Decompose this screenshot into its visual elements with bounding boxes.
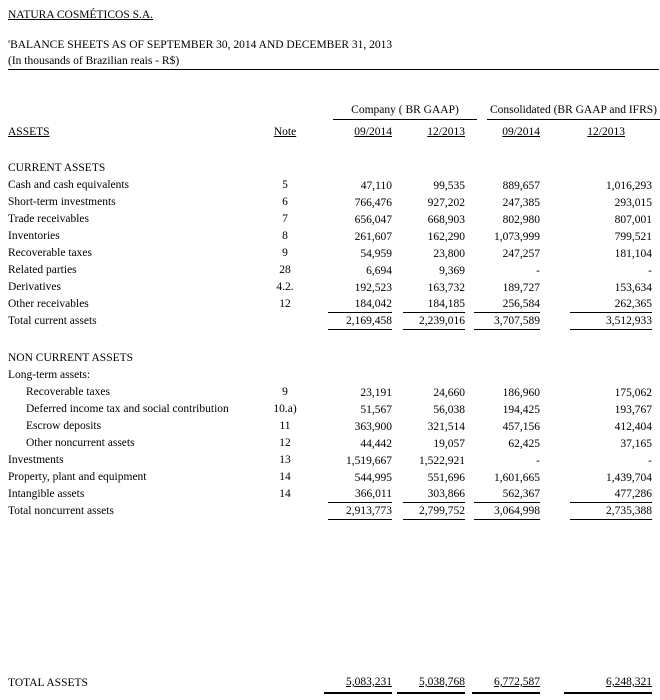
cell-value: 293,015 (614, 197, 652, 209)
value-cell (540, 194, 652, 211)
cell-value: 99,535 (433, 180, 465, 192)
value-cell (540, 245, 652, 262)
value-cell (392, 177, 465, 194)
cell-value: 184,042 (328, 297, 392, 313)
value-cell (315, 279, 392, 296)
balance-sheet-table (8, 160, 660, 520)
total-row (8, 503, 652, 520)
cell-value: 2,239,016 (403, 314, 465, 330)
row-note: 8 (282, 230, 288, 242)
total-assets-row (8, 675, 652, 699)
row-note: 13 (279, 454, 291, 466)
value-cell (315, 177, 392, 194)
value-cell (540, 401, 652, 418)
cell-value: 1,522,921 (419, 455, 465, 467)
value-cell (315, 313, 392, 330)
row-label: Escrow deposits (26, 420, 102, 432)
value-cell (392, 486, 465, 503)
value-cell (315, 418, 392, 435)
value-cell (465, 279, 540, 296)
row-note: 4.2. (276, 281, 294, 293)
value-cell (315, 384, 392, 401)
cell-value: 366,011 (328, 487, 392, 503)
cell-value: 153,634 (614, 282, 652, 294)
value-cell (315, 401, 392, 418)
row-note: 11 (279, 420, 291, 432)
value-cell (392, 675, 465, 699)
value-cell (315, 245, 392, 262)
row-note (255, 675, 315, 699)
table-row (8, 177, 652, 194)
table-row (8, 211, 652, 228)
cell-value: 1,439,704 (606, 472, 652, 484)
cell-value: 47,110 (360, 180, 392, 192)
value-cell (392, 262, 465, 279)
row-note: 28 (279, 264, 291, 276)
value-cell (465, 313, 540, 330)
section-heading-row (8, 160, 652, 177)
table-row (8, 228, 652, 245)
value-cell (392, 245, 465, 262)
value-cell (540, 177, 652, 194)
cell-value: 927,202 (427, 197, 465, 209)
value-cell (465, 384, 540, 401)
section-heading: CURRENT ASSETS (8, 162, 106, 174)
row-label: Deferred income tax and social contribution (26, 403, 229, 415)
value-cell (465, 401, 540, 418)
row-label: Related parties (8, 264, 77, 276)
row-label: Short-term investments (8, 196, 116, 208)
cell-value: 2,799,752 (403, 504, 465, 520)
row-note: 7 (282, 213, 288, 225)
cell-value: 457,156 (502, 421, 540, 433)
cell-value: 262,365 (570, 297, 652, 313)
period-header-cell (465, 124, 540, 142)
cell-value: 189,727 (502, 282, 540, 294)
cell-value: 766,476 (354, 197, 392, 209)
row-note (255, 313, 315, 330)
row-note (255, 503, 315, 520)
value-cell (540, 486, 652, 503)
table-row (8, 194, 652, 211)
cell-value: 2,735,388 (570, 504, 652, 520)
double-rule (397, 675, 465, 694)
value-cell (392, 367, 465, 384)
value-cell (315, 435, 392, 452)
document-title: 'BALANCE SHEETS AS OF SEPTEMBER 30, 2014 AND DECEMBER 31, 2013 (8, 39, 393, 51)
cell-value: 1,519,667 (346, 455, 392, 467)
value-cell (465, 675, 540, 699)
cell-value: 51,567 (360, 404, 392, 416)
value-cell (465, 418, 540, 435)
value-cell (540, 262, 652, 279)
cell-value: 1,016,293 (606, 180, 652, 192)
row-label: Other receivables (8, 298, 89, 310)
cell-value: 668,903 (427, 214, 465, 226)
value-cell (465, 194, 540, 211)
cell-value: 19,057 (433, 438, 465, 450)
cell-value: 799,521 (614, 231, 652, 243)
row-label: Recoverable taxes (8, 247, 92, 259)
cell-value: 477,286 (570, 487, 652, 503)
header-rule (8, 55, 659, 70)
cell-value: 24,660 (433, 387, 465, 399)
cell-value: 802,980 (502, 214, 540, 226)
value-cell (392, 279, 465, 296)
row-label: Total current assets (8, 315, 97, 327)
subheading-row (8, 367, 652, 384)
row-label: Long-term assets: (8, 369, 91, 381)
cell-value: 184,185 (403, 297, 465, 313)
value-cell (540, 296, 652, 313)
row-label: Inventories (8, 230, 60, 242)
cell-value: 44,442 (360, 438, 392, 450)
value-cell (465, 245, 540, 262)
value-cell (540, 367, 652, 384)
value-cell (392, 435, 465, 452)
cell-value: 261,607 (354, 231, 392, 243)
double-rule (472, 675, 540, 694)
cell-value: 1,601,665 (494, 472, 540, 484)
company-name-row (8, 8, 660, 22)
cell-value: 3,064,998 (474, 504, 540, 520)
row-label: Recoverable taxes (26, 386, 110, 398)
table-row (8, 279, 652, 296)
cell-value: 9,369 (439, 265, 465, 277)
section-heading-row (8, 350, 652, 367)
row-label: Other noncurrent assets (26, 437, 135, 449)
cell-value: 5,038,768 (419, 676, 465, 688)
cell-value: 247,385 (502, 197, 540, 209)
value-cell (540, 675, 652, 699)
row-label: Total noncurrent assets (8, 505, 114, 517)
value-cell (315, 228, 392, 245)
row-note: 14 (279, 471, 291, 483)
row-note: 5 (282, 179, 288, 191)
value-cell (540, 435, 652, 452)
total-row (8, 313, 652, 330)
cell-value: 2,913,773 (328, 504, 392, 520)
value-cell (465, 503, 540, 520)
note-column-header-cell (255, 124, 315, 142)
cell-value: 247,257 (502, 248, 540, 260)
cell-value: 562,367 (474, 487, 540, 503)
cell-value: 1,073,999 (494, 231, 540, 243)
cell-value: 889,657 (502, 180, 540, 192)
period-header-company-2014: 09/2014 (354, 126, 392, 138)
cell-value: 6,694 (366, 265, 392, 277)
cell-value: 551,696 (427, 472, 465, 484)
table-row (8, 262, 652, 279)
value-cell (392, 503, 465, 520)
value-cell (392, 401, 465, 418)
value-cell (315, 367, 392, 384)
group-header-row (8, 103, 660, 120)
column-header-row (8, 124, 652, 142)
cell-value: 6,772,587 (494, 676, 540, 688)
row-label: Property, plant and equipment (8, 471, 147, 483)
value-cell (465, 469, 540, 486)
value-cell (465, 296, 540, 313)
row-label: Intangible assets (8, 488, 85, 500)
value-cell (392, 313, 465, 330)
value-cell (540, 503, 652, 520)
group-header-company: Company ( BR GAAP) (333, 103, 477, 120)
row-note (255, 367, 315, 384)
value-cell (315, 469, 392, 486)
value-cell (315, 486, 392, 503)
row-label: Investments (8, 454, 64, 466)
value-cell (465, 211, 540, 228)
cell-value: 3,707,589 (474, 314, 540, 330)
row-note: 12 (279, 298, 291, 310)
value-cell (540, 228, 652, 245)
value-cell (315, 211, 392, 228)
table-row (8, 418, 652, 435)
period-header-cell (392, 124, 465, 142)
cell-value: 807,001 (614, 214, 652, 226)
value-cell (465, 452, 540, 469)
value-cell (540, 418, 652, 435)
cell-value: 6,248,321 (606, 676, 652, 688)
value-cell (465, 435, 540, 452)
cell-value: - (648, 265, 652, 277)
period-header-cell (540, 124, 652, 142)
value-cell (540, 279, 652, 296)
cell-value: - (536, 455, 540, 467)
cell-value: 56,038 (433, 404, 465, 416)
value-cell (465, 177, 540, 194)
table-row (8, 469, 652, 486)
cell-value: 181,104 (614, 248, 652, 260)
cell-value: 5,083,231 (346, 676, 392, 688)
value-cell (540, 452, 652, 469)
row-label: TOTAL ASSETS (8, 677, 88, 689)
row-label: Trade receivables (8, 213, 89, 225)
assets-column-header-cell (8, 124, 255, 142)
row-note: 14 (279, 488, 291, 500)
section-heading: NON CURRENT ASSETS (8, 352, 134, 364)
double-rule (564, 675, 652, 694)
cell-value: 2,169,458 (328, 314, 392, 330)
table-row (8, 384, 652, 401)
note-column-header: Note (273, 126, 297, 138)
row-label: Cash and cash equivalents (8, 179, 130, 191)
period-header-offset (587, 124, 652, 141)
cell-value: - (536, 265, 540, 277)
value-cell (392, 418, 465, 435)
value-cell (540, 313, 652, 330)
cell-value: 23,800 (433, 248, 465, 260)
unit-note: (In thousands of Brazilian reais - R$) (8, 55, 180, 67)
cell-value: 363,900 (354, 421, 392, 433)
assets-column-header: ASSETS (8, 126, 50, 138)
value-cell (315, 503, 392, 520)
value-cell (315, 452, 392, 469)
value-cell (315, 296, 392, 313)
cell-value: 23,191 (360, 387, 392, 399)
company-name: NATURA COSMÉTICOS S.A. (8, 9, 154, 21)
value-cell (540, 384, 652, 401)
value-cell (315, 194, 392, 211)
cell-value: 162,290 (427, 231, 465, 243)
value-cell (392, 228, 465, 245)
cell-value: - (648, 455, 652, 467)
table-row (8, 296, 652, 313)
value-cell (392, 211, 465, 228)
cell-value: 194,425 (502, 404, 540, 416)
value-cell (465, 262, 540, 279)
value-cell (315, 675, 392, 699)
value-cell (465, 367, 540, 384)
table-row (8, 401, 652, 418)
value-cell (392, 194, 465, 211)
period-header-consolidated-2014: 09/2014 (502, 126, 540, 138)
cell-value: 3,512,933 (570, 314, 652, 330)
cell-value: 175,062 (614, 387, 652, 399)
cell-value: 193,767 (614, 404, 652, 416)
row-note: 9 (282, 386, 288, 398)
cell-value: 192,523 (354, 282, 392, 294)
cell-value: 62,425 (508, 438, 540, 450)
value-cell (392, 384, 465, 401)
row-label: Derivatives (8, 281, 62, 293)
value-cell (315, 262, 392, 279)
cell-value: 256,584 (474, 297, 540, 313)
row-note: 6 (282, 196, 288, 208)
value-cell (392, 296, 465, 313)
cell-value: 163,732 (427, 282, 465, 294)
value-cell (465, 486, 540, 503)
group-header-consolidated: Consolidated (BR GAAP and IFRS) (487, 103, 660, 120)
value-cell (392, 452, 465, 469)
value-cell (540, 469, 652, 486)
row-note: 10.a) (273, 403, 297, 415)
period-header-consolidated-2013: 12/2013 (587, 126, 625, 138)
cell-value: 321,514 (427, 421, 465, 433)
cell-value: 544,995 (354, 472, 392, 484)
table-row (8, 245, 652, 262)
cell-value: 303,866 (403, 487, 465, 503)
cell-value: 54,959 (360, 248, 392, 260)
period-header-company-2013: 12/2013 (427, 126, 465, 138)
value-cell (392, 469, 465, 486)
table-row (8, 486, 652, 503)
cell-value: 656,047 (354, 214, 392, 226)
table-row (8, 452, 652, 469)
value-cell (465, 228, 540, 245)
row-note: 9 (282, 247, 288, 259)
cell-value: 186,960 (502, 387, 540, 399)
cell-value: 412,404 (614, 421, 652, 433)
period-header-cell (315, 124, 392, 142)
value-cell (540, 211, 652, 228)
double-rule (324, 675, 392, 694)
cell-value: 37,165 (620, 438, 652, 450)
row-note: 12 (279, 437, 291, 449)
table-row (8, 435, 652, 452)
